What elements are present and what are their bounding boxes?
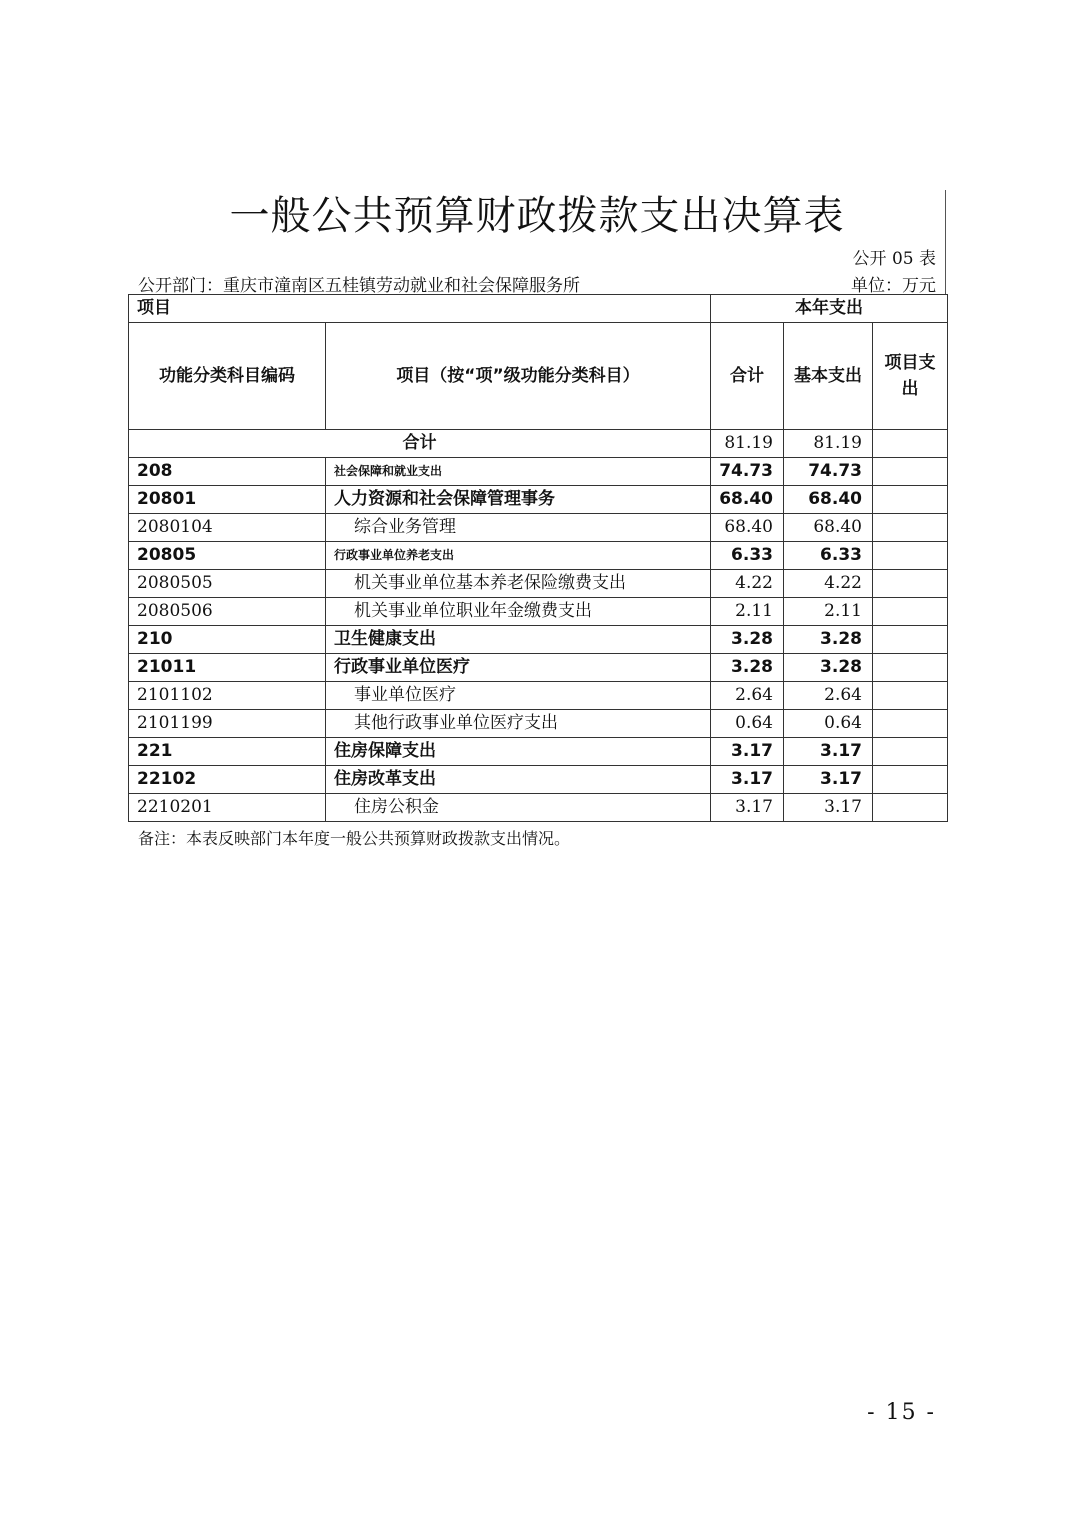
row-name: 住房改革支出	[326, 766, 711, 794]
row-total: 2.11	[711, 598, 784, 626]
row-project	[873, 710, 948, 738]
header-current-year: 本年支出	[711, 295, 948, 323]
row-project	[873, 654, 948, 682]
row-total: 68.40	[711, 514, 784, 542]
expenditure-table	[128, 294, 948, 822]
row-name: 卫生健康支出	[326, 626, 711, 654]
table-row	[129, 542, 948, 570]
row-project	[873, 766, 948, 794]
row-project	[873, 542, 948, 570]
header-total: 合计	[711, 323, 784, 430]
row-total: 3.17	[711, 766, 784, 794]
row-code: 2210201	[129, 794, 326, 822]
row-project	[873, 458, 948, 486]
table-row	[129, 598, 948, 626]
row-code: 2101102	[129, 682, 326, 710]
row-code: 22102	[129, 766, 326, 794]
row-name: 事业单位医疗	[326, 682, 711, 710]
total-basic: 81.19	[784, 430, 873, 458]
row-code: 21011	[129, 654, 326, 682]
row-basic: 0.64	[784, 710, 873, 738]
row-name: 机关事业单位基本养老保险缴费支出	[326, 570, 711, 598]
row-project	[873, 738, 948, 766]
table-row	[129, 626, 948, 654]
row-total: 74.73	[711, 458, 784, 486]
table-row	[129, 654, 948, 682]
table-row	[129, 570, 948, 598]
table-row	[129, 682, 948, 710]
row-total: 3.28	[711, 654, 784, 682]
row-code: 221	[129, 738, 326, 766]
row-basic: 68.40	[784, 514, 873, 542]
row-total: 0.64	[711, 710, 784, 738]
row-code: 2080506	[129, 598, 326, 626]
row-total: 3.28	[711, 626, 784, 654]
header-item: 项目	[129, 295, 711, 323]
department-label: 公开部门：重庆市潼南区五桂镇劳动就业和社会保障服务所	[138, 276, 580, 296]
row-name: 其他行政事业单位医疗支出	[326, 710, 711, 738]
row-basic: 3.17	[784, 766, 873, 794]
table-row	[129, 710, 948, 738]
row-project	[873, 794, 948, 822]
row-code: 210	[129, 626, 326, 654]
row-basic: 68.40	[784, 486, 873, 514]
page-title: 一般公共预算财政拨款支出决算表	[229, 193, 845, 239]
row-project	[873, 514, 948, 542]
row-name: 行政事业单位养老支出	[326, 542, 711, 570]
footnote: 备注：本表反映部门本年度一般公共预算财政拨款支出情况。	[138, 829, 571, 848]
row-total: 4.22	[711, 570, 784, 598]
header-basic: 基本支出	[784, 323, 873, 430]
row-code: 208	[129, 458, 326, 486]
form-number: 公开 05 表	[852, 249, 936, 269]
row-project	[873, 486, 948, 514]
total-row	[129, 430, 948, 458]
row-basic: 3.28	[784, 654, 873, 682]
row-name: 人力资源和社会保障管理事务	[326, 486, 711, 514]
row-name: 住房保障支出	[326, 738, 711, 766]
row-basic: 4.22	[784, 570, 873, 598]
row-basic: 3.17	[784, 794, 873, 822]
table-row	[129, 514, 948, 542]
table-row	[129, 794, 948, 822]
total-project	[873, 430, 948, 458]
row-project	[873, 598, 948, 626]
row-basic: 3.17	[784, 738, 873, 766]
table-row	[129, 766, 948, 794]
row-code: 2080104	[129, 514, 326, 542]
row-basic: 6.33	[784, 542, 873, 570]
header-name: 项目（按“项”级功能分类科目）	[326, 323, 711, 430]
row-name: 社会保障和就业支出	[326, 458, 711, 486]
header-project: 项目支出	[873, 323, 948, 430]
unit-label: 单位：万元	[851, 276, 936, 296]
page-number: - 15 -	[867, 1400, 936, 1425]
row-name: 行政事业单位医疗	[326, 654, 711, 682]
row-basic: 74.73	[784, 458, 873, 486]
row-code: 2080505	[129, 570, 326, 598]
row-project	[873, 682, 948, 710]
row-total: 68.40	[711, 486, 784, 514]
header-code: 功能分类科目编码	[129, 323, 326, 430]
row-code: 20801	[129, 486, 326, 514]
row-total: 2.64	[711, 682, 784, 710]
row-name: 机关事业单位职业年金缴费支出	[326, 598, 711, 626]
row-name: 综合业务管理	[326, 514, 711, 542]
row-code: 20805	[129, 542, 326, 570]
row-total: 6.33	[711, 542, 784, 570]
table-row	[129, 486, 948, 514]
row-code: 2101199	[129, 710, 326, 738]
table-row	[129, 738, 948, 766]
total-label: 合计	[129, 430, 711, 458]
row-total: 3.17	[711, 738, 784, 766]
total-value: 81.19	[711, 430, 784, 458]
row-name: 住房公积金	[326, 794, 711, 822]
row-project	[873, 626, 948, 654]
table-row	[129, 458, 948, 486]
row-basic: 2.11	[784, 598, 873, 626]
row-project	[873, 570, 948, 598]
row-total: 3.17	[711, 794, 784, 822]
row-basic: 3.28	[784, 626, 873, 654]
row-basic: 2.64	[784, 682, 873, 710]
